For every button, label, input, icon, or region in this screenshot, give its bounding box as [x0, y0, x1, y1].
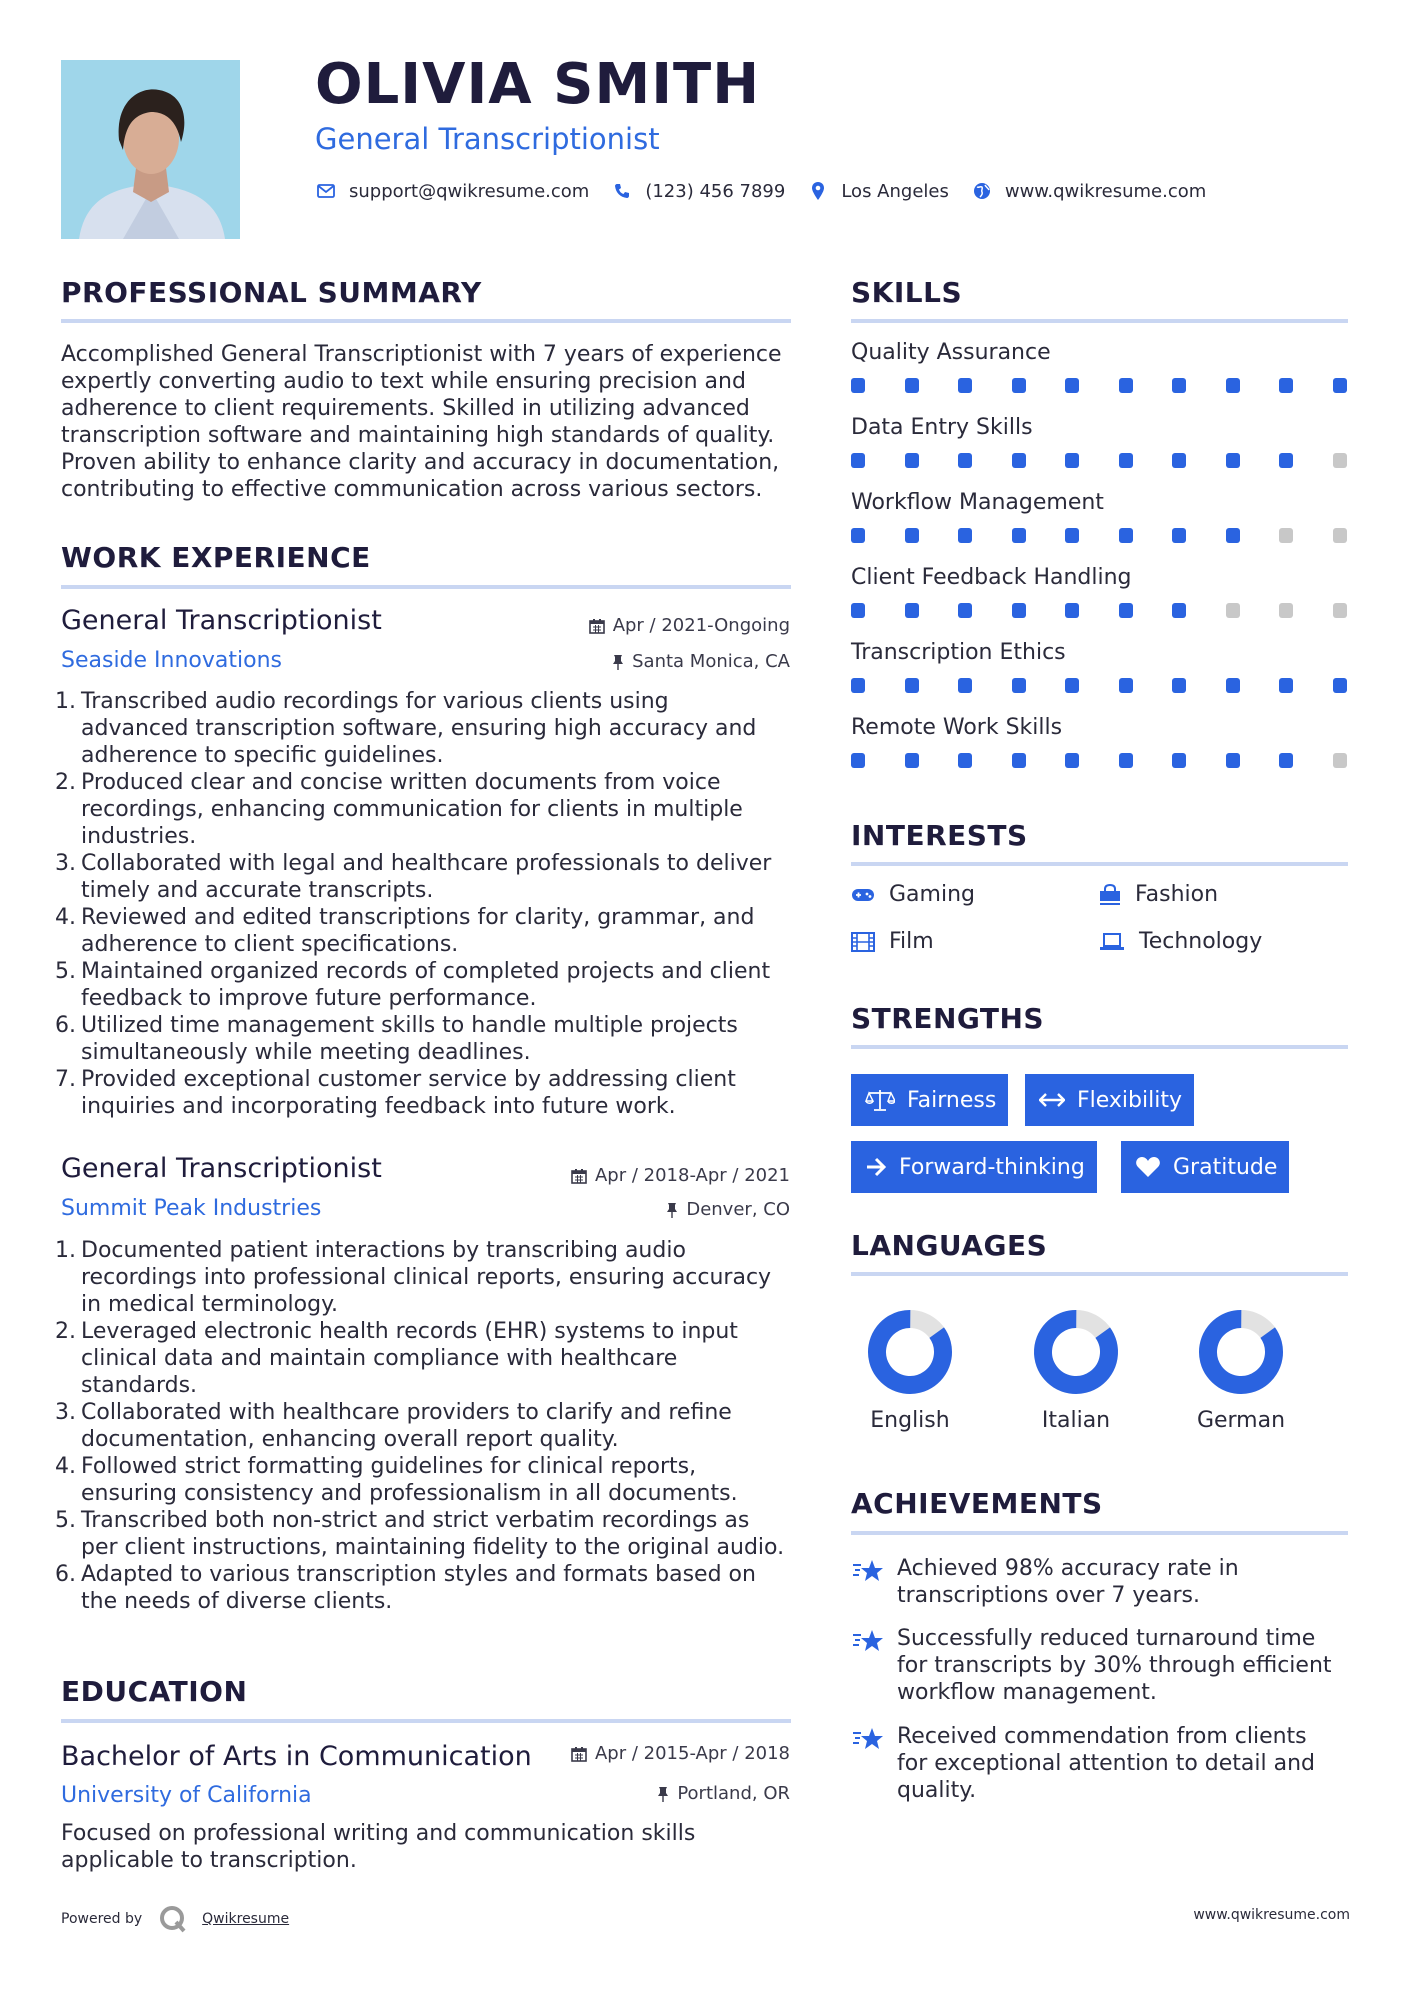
- rating-dot-filled: [1172, 753, 1186, 768]
- donut-arc: [864, 1306, 956, 1398]
- rating-dot-filled: [958, 678, 972, 693]
- rating-dot-filled: [1065, 528, 1079, 543]
- list-item: 1. Documented patient interactions by transcribing audio recordings into professional clinical reports, ensuring accuracy in medical terminology.: [55, 1238, 772, 1317]
- rating-dot-filled: [958, 378, 972, 393]
- skill-item: [851, 715, 1351, 790]
- languages-chart: [855, 1302, 1355, 1452]
- rating-dot-filled: [1065, 378, 1079, 393]
- language-item: [855, 1302, 965, 1433]
- achievement-line: Achieved 98% accuracy rate in: [897, 1556, 1239, 1581]
- language-item: [1186, 1302, 1296, 1433]
- skills-divider: [851, 319, 1348, 323]
- rating-dot-filled: [1119, 453, 1133, 468]
- rating-dot-filled: [1279, 753, 1293, 768]
- skill-item: [851, 340, 1351, 415]
- rating-dot-filled: [1172, 678, 1186, 693]
- qwikresume-logo-icon: [158, 1904, 188, 1934]
- skill-rating: [851, 378, 1347, 393]
- donut-arc: [1195, 1306, 1287, 1398]
- rating-dot-filled: [1012, 603, 1026, 618]
- achievement-line: Received commendation from clients: [897, 1724, 1307, 1749]
- rating-dot-filled: [1226, 453, 1240, 468]
- list-item: 4. Followed strict formatting guidelines for clinical reports, ensuring consistency and professionalism in all documents.: [55, 1454, 738, 1506]
- star-icon: [851, 1725, 885, 1753]
- interests-heading: INTERESTS: [851, 819, 1028, 852]
- job-bullets: [55, 1237, 801, 1615]
- job-dates-text: Apr / 2021-Ongoing: [612, 615, 790, 636]
- job-dates: [571, 1165, 790, 1186]
- rating-dot-filled: [1226, 753, 1240, 768]
- pushpin-icon: [612, 654, 624, 670]
- language-item: [1021, 1302, 1131, 1433]
- skill-item: [851, 415, 1351, 490]
- skill-name: Transcription Ethics: [851, 640, 1066, 665]
- interest-label: Fashion: [1135, 882, 1219, 907]
- film-icon: [851, 932, 875, 952]
- skill-rating: [851, 528, 1347, 543]
- job-location: [612, 651, 790, 672]
- interest-label: Gaming: [889, 882, 975, 907]
- rating-dot-filled: [905, 453, 919, 468]
- list-item: 2. Leveraged electronic health records (EHR) systems to input clinical data and maintain compliance with healthcare standards.: [55, 1319, 738, 1398]
- summary-line: Accomplished General Transcriptionist with 7 years of experience: [61, 342, 782, 367]
- pushpin-icon: [657, 1786, 669, 1802]
- strength-label: Forward-thinking: [899, 1154, 1085, 1180]
- rating-dot-filled: [1012, 378, 1026, 393]
- summary-line: adherence to client requirements. Skilled in utilizing advanced: [61, 396, 750, 421]
- job-dates: [589, 615, 790, 636]
- envelope-icon: [315, 180, 337, 202]
- skill-name: Client Feedback Handling: [851, 565, 1132, 590]
- interest-item: [1099, 929, 1262, 954]
- rating-dot-filled: [1333, 678, 1347, 693]
- rating-dot-filled: [1119, 528, 1133, 543]
- qwikresume-link[interactable]: Qwikresume: [202, 1911, 290, 1927]
- rating-dot-filled: [1119, 753, 1133, 768]
- achievements-heading: ACHIEVEMENTS: [851, 1487, 1103, 1520]
- rating-dot-filled: [1012, 453, 1026, 468]
- language-name: German: [1196, 1408, 1286, 1433]
- rating-dot-filled: [1279, 453, 1293, 468]
- rating-dot-empty: [1279, 528, 1293, 543]
- candidate-name: OLIVIA SMITH: [315, 52, 761, 117]
- job-title: General Transcriptionist: [61, 605, 382, 636]
- rating-dot-filled: [1065, 603, 1079, 618]
- languages-divider: [851, 1272, 1348, 1276]
- star-icon: [851, 1627, 885, 1655]
- rating-dot-filled: [905, 753, 919, 768]
- rating-dot-filled: [958, 528, 972, 543]
- rating-dot-filled: [1065, 753, 1079, 768]
- education-line: applicable to transcription.: [61, 1848, 357, 1873]
- education-description: [61, 1820, 695, 1874]
- achievement-item: [851, 1555, 1351, 1609]
- rating-dot-empty: [1333, 528, 1347, 543]
- interests-divider: [851, 862, 1348, 866]
- skill-name: Workflow Management: [851, 490, 1104, 515]
- experience-heading: WORK EXPERIENCE: [61, 541, 371, 574]
- interest-item: [1099, 882, 1218, 907]
- strength-tag: [851, 1074, 1008, 1126]
- interest-item: [851, 882, 975, 907]
- job-title: General Transcriptionist: [61, 1153, 382, 1184]
- achievement-item: [851, 1723, 1351, 1804]
- education-dates-text: Apr / 2015-Apr / 2018: [594, 1743, 790, 1764]
- rating-dot-filled: [1119, 378, 1133, 393]
- company-name: Seaside Innovations: [61, 648, 282, 673]
- list-item: 6. Adapted to various transcription styles and formats based on the needs of diverse clients.: [55, 1562, 756, 1614]
- job-location-text: Denver, CO: [686, 1199, 790, 1220]
- achievement-line: transcriptions over 7 years.: [897, 1583, 1200, 1608]
- heart-icon: [1135, 1156, 1161, 1178]
- school-name: University of California: [61, 1783, 312, 1808]
- arrows-horizontal-icon: [1039, 1093, 1065, 1107]
- rating-dot-filled: [851, 378, 865, 393]
- rating-dot-filled: [905, 603, 919, 618]
- globe-icon: [971, 180, 993, 202]
- strength-tag: [851, 1141, 1097, 1193]
- scale-icon: [865, 1088, 895, 1112]
- achievement-line: workflow management.: [897, 1680, 1157, 1705]
- rating-dot-filled: [851, 603, 865, 618]
- rating-dot-filled: [1172, 528, 1186, 543]
- education-dates: [571, 1743, 790, 1764]
- achievement-line: for exceptional attention to detail and: [897, 1751, 1315, 1776]
- star-icon: [851, 1557, 885, 1585]
- job-dates-text: Apr / 2018-Apr / 2021: [594, 1165, 790, 1186]
- job-location-text: Santa Monica, CA: [632, 651, 790, 672]
- rating-dot-filled: [1119, 678, 1133, 693]
- strength-tag: [1025, 1074, 1194, 1126]
- skills-heading: SKILLS: [851, 276, 963, 309]
- email-link[interactable]: support@qwikresume.com: [349, 180, 590, 202]
- rating-dot-filled: [1065, 453, 1079, 468]
- skill-name: Remote Work Skills: [851, 715, 1063, 740]
- skill-item: [851, 490, 1351, 565]
- laptop-icon: [1099, 933, 1125, 951]
- phone-icon: [611, 180, 633, 202]
- rating-dot-filled: [851, 678, 865, 693]
- rating-dot-filled: [1065, 678, 1079, 693]
- interest-label: Technology: [1139, 929, 1263, 954]
- pushpin-icon: [666, 1202, 678, 1218]
- list-item: 7. Provided exceptional customer service by addressing client inquiries and incorporating feedback into future work.: [55, 1067, 736, 1119]
- map-marker-icon: [807, 180, 829, 202]
- language-donut: [1021, 1302, 1131, 1402]
- degree-title: Bachelor of Arts in Communication: [61, 1741, 532, 1772]
- footer-powered: [61, 1904, 289, 1934]
- skill-item: [851, 565, 1351, 640]
- summary-line: contributing to effective communication across various sectors.: [61, 477, 763, 502]
- education-location: [657, 1783, 790, 1804]
- language-name: Italian: [1041, 1408, 1111, 1433]
- rating-dot-filled: [1279, 378, 1293, 393]
- experience-divider: [61, 585, 791, 589]
- list-item: 3. Collaborated with healthcare providers to clarify and refine documentation, enhancing overall report quality.: [55, 1400, 732, 1452]
- list-item: 1. Transcribed audio recordings for various clients using advanced transcription software, ensuring high accuracy and adherence to specific guidelines.: [55, 689, 757, 768]
- rating-dot-empty: [1333, 603, 1347, 618]
- skill-rating: [851, 678, 1347, 693]
- rating-dot-empty: [1279, 603, 1293, 618]
- rating-dot-filled: [1012, 753, 1026, 768]
- rating-dot-filled: [1119, 603, 1133, 618]
- strength-tag: [1121, 1141, 1289, 1193]
- achievement-text: [897, 1723, 1315, 1804]
- rating-dot-filled: [1333, 378, 1347, 393]
- rating-dot-filled: [1172, 378, 1186, 393]
- achievements-divider: [851, 1531, 1348, 1535]
- website-link[interactable]: www.qwikresume.com: [1004, 180, 1207, 202]
- contact-bar: [315, 178, 1228, 204]
- rating-dot-filled: [851, 453, 865, 468]
- skills-list: [851, 340, 1351, 790]
- strengths-heading: STRENGTHS: [851, 1002, 1045, 1035]
- strength-label: Fairness: [907, 1087, 997, 1113]
- rating-dot-filled: [905, 378, 919, 393]
- languages-heading: LANGUAGES: [851, 1229, 1048, 1262]
- calendar-icon: [589, 618, 605, 634]
- rating-dot-filled: [1226, 528, 1240, 543]
- donut-arc: [1030, 1306, 1122, 1398]
- rating-dot-filled: [958, 603, 972, 618]
- skill-name: Data Entry Skills: [851, 415, 1033, 440]
- list-item: 2. Produced clear and concise written documents from voice recordings, enhancing communication for clients in multiple industries.: [55, 770, 743, 849]
- footer-site[interactable]: www.qwikresume.com: [1193, 1907, 1350, 1923]
- rating-dot-filled: [1279, 678, 1293, 693]
- skill-name: Quality Assurance: [851, 340, 1051, 365]
- achievement-item: [851, 1625, 1351, 1706]
- strength-label: Gratitude: [1173, 1154, 1278, 1180]
- achievement-line: for transcripts by 30% through efficient: [897, 1653, 1332, 1678]
- achievement-text: [897, 1555, 1239, 1609]
- summary-divider: [61, 319, 791, 323]
- education-divider: [61, 1719, 791, 1723]
- calendar-icon: [571, 1168, 587, 1184]
- education-heading: EDUCATION: [61, 1675, 248, 1708]
- rating-dot-filled: [1226, 378, 1240, 393]
- skill-rating: [851, 753, 1347, 768]
- shopping-bag-icon: [1099, 884, 1121, 906]
- location-text: Los Angeles: [841, 180, 949, 202]
- list-item: 5. Transcribed both non-strict and strict verbatim recordings as per client instructions, maintaining fidelity to the original audio.: [55, 1508, 785, 1560]
- rating-dot-filled: [958, 753, 972, 768]
- language-name: English: [870, 1408, 950, 1433]
- education-location-text: Portland, OR: [677, 1783, 790, 1804]
- summary-line: Proven ability to enhance clarity and accuracy in documentation,: [61, 450, 780, 475]
- skill-rating: [851, 453, 1347, 468]
- achievement-line: Successfully reduced turnaround time: [897, 1626, 1316, 1651]
- profile-photo: [61, 60, 240, 239]
- education-line: Focused on professional writing and communication skills: [61, 1821, 696, 1846]
- rating-dot-filled: [905, 678, 919, 693]
- company-name: Summit Peak Industries: [61, 1196, 322, 1221]
- rating-dot-filled: [851, 528, 865, 543]
- rating-dot-filled: [1226, 678, 1240, 693]
- rating-dot-filled: [1172, 603, 1186, 618]
- list-item: 3. Collaborated with legal and healthcare professionals to deliver timely and accurate transcripts.: [55, 851, 772, 903]
- skill-item: [851, 640, 1351, 715]
- powered-by-text: Powered by: [61, 1911, 143, 1927]
- summary-text: [61, 341, 782, 503]
- rating-dot-filled: [851, 753, 865, 768]
- summary-line: expertly converting audio to text while ensuring precision and: [61, 369, 746, 394]
- language-donut: [1186, 1302, 1296, 1402]
- strength-label: Flexibility: [1077, 1087, 1182, 1113]
- achievement-text: [897, 1625, 1332, 1706]
- job-bullets: [55, 688, 801, 1120]
- language-donut: [855, 1302, 965, 1402]
- arrow-right-icon: [865, 1157, 887, 1177]
- phone-number[interactable]: (123) 456 7899: [645, 180, 786, 202]
- achievement-line: quality.: [897, 1778, 977, 1803]
- rating-dot-filled: [958, 453, 972, 468]
- summary-line: transcription software and maintaining high standards of quality.: [61, 423, 775, 448]
- rating-dot-filled: [1012, 528, 1026, 543]
- list-item: 6. Utilized time management skills to handle multiple projects simultaneously while meeting deadlines.: [55, 1013, 738, 1065]
- strengths-divider: [851, 1045, 1348, 1049]
- interest-label: Film: [889, 929, 934, 954]
- list-item: 5. Maintained organized records of completed projects and client feedback to improve future performance.: [55, 959, 771, 1011]
- interest-item: [851, 929, 934, 954]
- gamepad-icon: [851, 887, 875, 903]
- rating-dot-filled: [905, 528, 919, 543]
- list-item: 4. Reviewed and edited transcriptions for clarity, grammar, and adherence to client specifications.: [55, 905, 755, 957]
- rating-dot-empty: [1226, 603, 1240, 618]
- candidate-title: General Transcriptionist: [315, 122, 660, 156]
- rating-dot-empty: [1333, 753, 1347, 768]
- rating-dot-empty: [1333, 453, 1347, 468]
- calendar-icon: [571, 1746, 587, 1762]
- job-location: [666, 1199, 790, 1220]
- rating-dot-filled: [1012, 678, 1026, 693]
- skill-rating: [851, 603, 1347, 618]
- rating-dot-filled: [1172, 453, 1186, 468]
- summary-heading: PROFESSIONAL SUMMARY: [61, 276, 482, 309]
